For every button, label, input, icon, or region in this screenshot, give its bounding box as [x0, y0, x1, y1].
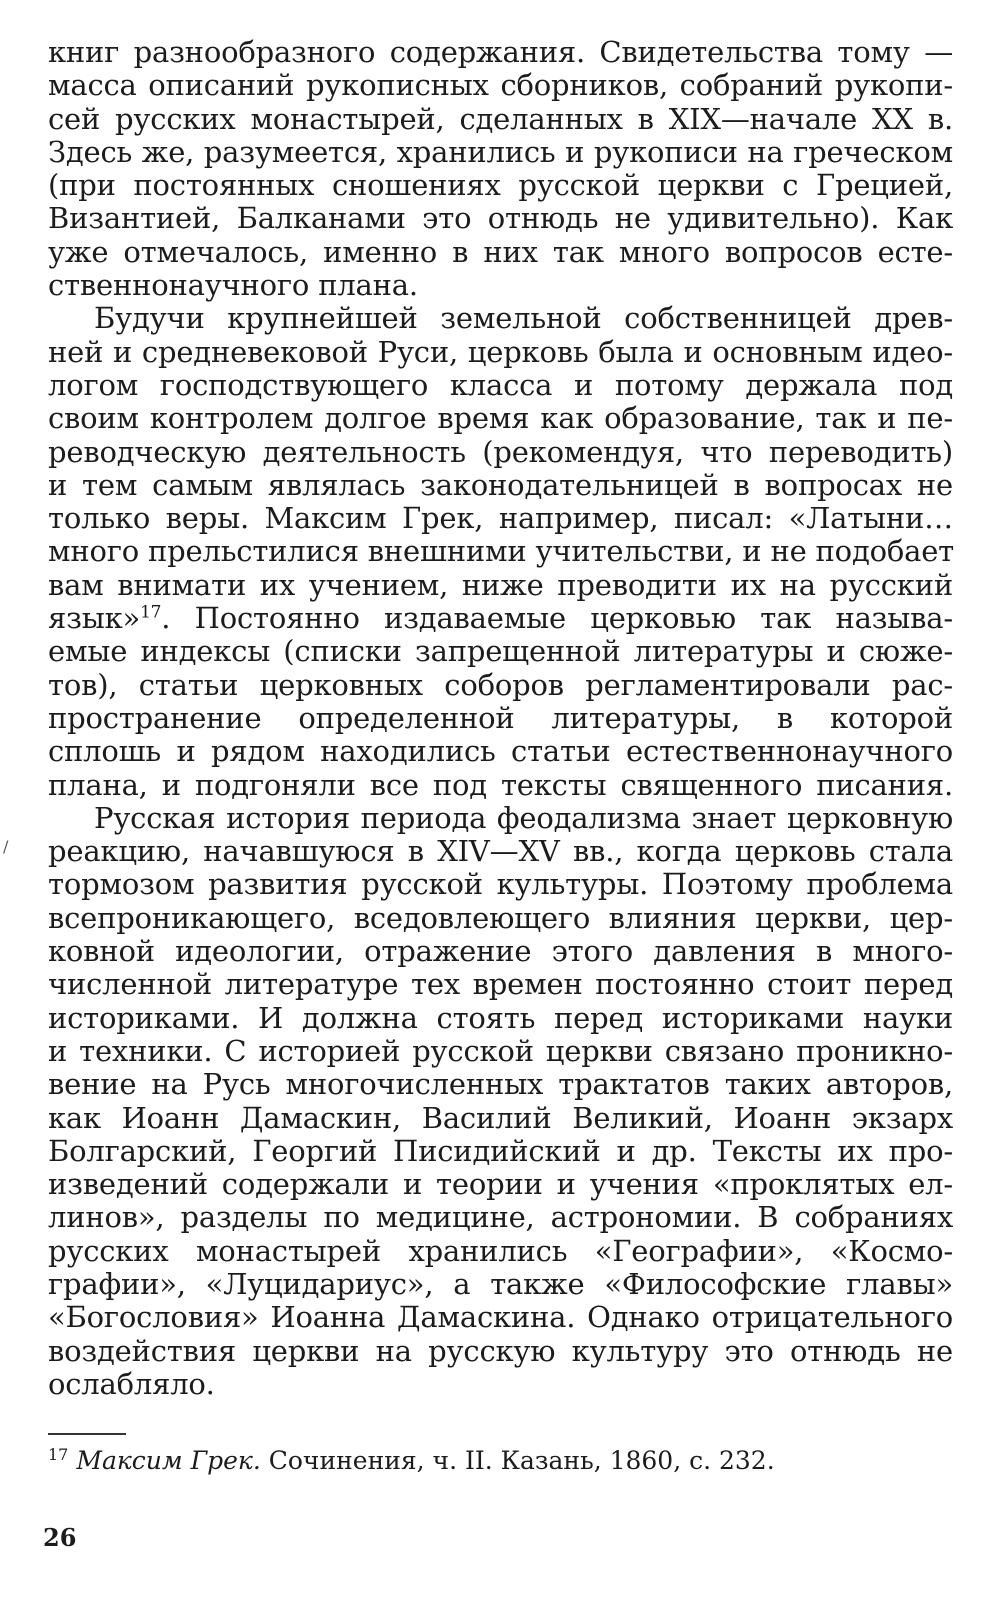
text-line: уже отмечалось, именно в них так много вопросов есте-: [48, 234, 953, 269]
text-line: тормозом развития русской культуры. Поэтому проблема: [48, 867, 953, 902]
text-line: реакцию, начавшуюся в XIV—XV вв., когда церковь стала: [48, 834, 953, 869]
text-line: логом господствующего класса и потому держала под: [48, 367, 953, 402]
text-line: (при постоянных сношениях русской церкви с Грецией,: [48, 168, 953, 203]
text-line: и техники. С историей русской церкви связано проникно-: [48, 1033, 953, 1068]
paragraph-2: [48, 302, 953, 801]
paragraph-3: [48, 802, 953, 1401]
text-line: емые индексы (списки запрещенной литературы и сюже-: [48, 634, 953, 669]
text-line: историками. И должна стоять перед историками науки: [48, 1000, 953, 1035]
text-line: как Иоанн Дамаскин, Василий Великий, Иоанн экзарх: [48, 1100, 953, 1135]
footnote-divider: [48, 1433, 126, 1435]
text-line: сей русских монастырей, сделанных в XIX—начале XX в.: [48, 101, 953, 136]
text-line: Будучи крупнейшей земельной собственницей древ-: [94, 301, 953, 336]
text-line: вам внимати их учением, ниже преводити их на русский: [48, 567, 953, 602]
text-line: [48, 602, 953, 635]
text-line: тов), статьи церковных соборов регламентировали рас-: [48, 667, 953, 702]
text-line: много прельстилися внешними учительстви, и не подобает: [48, 534, 955, 569]
text-line: всепроникающего, вседовлеющего влияния церкви, цер-: [48, 900, 953, 935]
text-line: плана, и подгоняли все под тексты священного писания.: [48, 767, 953, 802]
text-line: ослабляло.: [48, 1366, 215, 1401]
text-line: Русская история периода феодализма знает церковную: [94, 800, 953, 835]
text-line: численной литературе тех времен постоянно стоит перед: [48, 967, 953, 1002]
text-line: линов», разделы по медицине, астрономии. В собраниях: [48, 1200, 953, 1235]
text-line: Болгарский, Георгий Писидийский и др. Тексты их про-: [48, 1133, 953, 1168]
text-line: русских монастырей хранились «Географии», «Космо-: [48, 1233, 953, 1268]
text-line: книг разнообразного содержания. Свидетельства тому —: [48, 35, 953, 69]
text-line: графии», «Луцидариус», а также «Философские главы»: [48, 1266, 953, 1301]
footnote-text: Сочинения, ч. II. Казань, 1860, с. 232.: [260, 1446, 775, 1475]
text-line: реводческую деятельность (рекомендуя, что переводить): [48, 434, 953, 469]
text-line: только веры. Максим Грек, например, писал: «Латыни…: [48, 501, 953, 536]
page-body: [48, 36, 953, 1401]
page-number: 26: [43, 1523, 77, 1552]
text-line: Здесь же, разумеется, хранились и рукописи на греческом: [48, 134, 953, 169]
text-line: вение на Русь многочисленных трактатов таких авторов,: [48, 1067, 953, 1102]
paragraph-1: [48, 36, 953, 302]
text-line: ственнонаучного плана.: [48, 268, 418, 303]
text-line: своим контролем долгое время как образование, так и пе-: [48, 401, 953, 436]
text-line: масса описаний рукописных сборников, собраний рукопи-: [48, 68, 953, 103]
text-fragment: . Постоянно издаваемые церковью так называ-: [161, 601, 953, 636]
text-line: «Богословия» Иоанна Дамаскина. Однако отрицательного: [48, 1300, 953, 1335]
text-line: пространение определенной литературы, в которой: [48, 700, 953, 735]
text-line: воздействия церкви на русскую культуру это отнюдь не: [48, 1333, 953, 1368]
text-line: изведений содержали и теории и учения «проклятых ел-: [48, 1167, 953, 1202]
margin-mark: /: [3, 837, 9, 856]
text-line: ней и средневековой Руси, церковь была и основным идео-: [48, 334, 953, 369]
text-fragment: язык»: [48, 601, 141, 636]
text-line: сплошь и рядом находились статьи естественнонаучного: [48, 734, 953, 769]
footnote: [48, 1446, 775, 1476]
footnote-reference: 17: [140, 602, 162, 623]
footnote-number: 17: [48, 1444, 69, 1464]
footnote-author: Максим Грек.: [76, 1446, 261, 1475]
text-line: ковной идеологии, отражение этого давления в много-: [48, 934, 953, 969]
text-line: Византией, Балканами это отнюдь не удивительно). Как: [48, 201, 953, 236]
text-line: и тем самым являлась законодательницей в вопросах не: [48, 467, 953, 502]
